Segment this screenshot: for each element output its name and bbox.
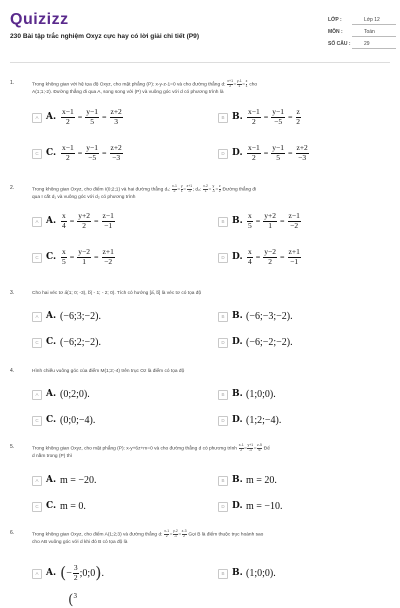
option-equation: $\frac{x}{4}$ = $\frac{y+2}{2}$ = $\frac{z-1}{-1}$ (62, 211, 114, 230)
option-b[interactable] (218, 563, 388, 583)
option-label: D. (232, 337, 243, 347)
header-divider (10, 62, 390, 63)
option-box[interactable]: A (32, 113, 42, 123)
option-box[interactable]: D (218, 253, 228, 263)
option-label: B. (232, 311, 243, 321)
option-label: A. (46, 112, 57, 122)
document-title: 230 Bài tập trắc nghiệm Oxyz cực hay có lời giải chi tiết (P9) (10, 33, 200, 40)
option-a[interactable] (32, 470, 202, 490)
option-equation: $\frac{x}{5}$ = $\frac{y-2}{1}$ = $\frac{z+1}{-2}$ (62, 247, 114, 266)
option-value: (1;0;0). (246, 567, 276, 579)
meta-subject (326, 26, 396, 38)
meta-subject-value: Toán (364, 29, 375, 35)
option-box[interactable]: D (218, 338, 228, 348)
option-value: m = −10. (246, 500, 283, 512)
question-number: 3. (10, 290, 15, 296)
option-equation: ( − $\frac{3}{2}$ ;0;0 ) . (60, 563, 104, 582)
option-value: (−6;−3;−2). (246, 310, 293, 322)
meta-class-key: LỚP : (328, 17, 342, 23)
page-header (0, 0, 400, 70)
option-value: (0;0;−4). (60, 414, 96, 426)
option-c[interactable] (32, 496, 202, 516)
question-text: Hình chiếu vuông góc của điểm M(1;2;-4) trên trục Oz là điểm có tọa độ (32, 369, 185, 374)
option-c[interactable] (32, 143, 202, 163)
option-value: (1;2;−4). (246, 414, 282, 426)
equation-fraction: $\frac{x+1}{2}$ (227, 79, 234, 88)
option-box[interactable]: C (32, 502, 42, 512)
option-box[interactable]: A (32, 476, 42, 486)
option-box[interactable]: B (218, 390, 228, 400)
option-value: (1;0;0). (246, 388, 276, 400)
meta-class-value: Lớp 12 (364, 17, 380, 23)
question-number: 4. (10, 368, 15, 374)
option-label: C. (46, 148, 57, 158)
option-d[interactable] (218, 496, 388, 516)
option-label: A. (46, 475, 57, 485)
question-text: Cho hai véc tơ → a(1; 0; -3), → b( - 1; - 2; 0). Tích có hướng [→ a, → b] là véc tơ có tọa độ (32, 290, 384, 297)
question-2 (10, 185, 394, 275)
option-a[interactable] (32, 561, 202, 585)
option-label: D. (232, 415, 243, 425)
option-box[interactable]: B (218, 476, 228, 486)
option-c[interactable] (32, 332, 202, 352)
question-3 (10, 290, 394, 360)
option-label: C. (46, 252, 57, 262)
option-d[interactable] (218, 410, 388, 430)
option-box[interactable]: A (32, 312, 42, 322)
option-label: D. (232, 148, 243, 158)
question-text: Trong không gian Oxyz, cho mặt phẳng (P): x-y+6z+m=0 và cho đường thẳng d có phương trình $\frac{x-1}{2}$ = $\frac{y+1}{-1}$ = $\frac{z-5}{6}$ Để d nằm trong (P) thì (32, 443, 270, 459)
option-b[interactable] (218, 211, 388, 231)
option-value: (−6;2;−2). (60, 336, 101, 348)
option-label: B. (232, 112, 243, 122)
option-box[interactable]: A (32, 390, 42, 400)
option-box[interactable]: B (218, 312, 228, 322)
option-value: (−6;−2;−2). (246, 336, 293, 348)
option-b[interactable] (218, 470, 388, 490)
option-equation: $\frac{x-1}{2}$ = $\frac{y-1}{5}$ = $\frac{z+2}{-3}$ (248, 143, 308, 162)
question-number: 1. (10, 80, 15, 86)
option-label: A. (46, 568, 57, 578)
question-6 (10, 529, 394, 608)
option-box[interactable]: C (32, 253, 42, 263)
meta-count (326, 38, 396, 50)
option-label: B. (232, 216, 243, 226)
option-label: B. (232, 475, 243, 485)
option-a[interactable] (32, 107, 202, 127)
option-label: A. (46, 311, 57, 321)
meta-block (326, 14, 396, 50)
option-a[interactable] (32, 211, 202, 231)
meta-subject-key: MÔN : (328, 29, 343, 35)
option-label: C. (46, 501, 57, 511)
option-equation: $\frac{x}{5}$ = $\frac{y+2}{1}$ = $\frac{z-1}{-2}$ (248, 211, 300, 230)
question-text: Trong không gian Oxyz, cho điểm A(1;2;3) và đường thẳng d: $\frac{x-1}{2}$ = $\frac{y-2}{-1}$ = $\frac{z-3}{2}$ Gọi B là điểm thuộc trục hoành sao cho AB vuông góc với d khi đó B có tọa độ là (32, 529, 264, 545)
option-box[interactable]: B (218, 569, 228, 579)
option-box[interactable]: A (32, 569, 42, 579)
option-value: (−6;3;−2). (60, 310, 101, 322)
option-value: m = −20. (60, 474, 97, 486)
option-d[interactable] (218, 247, 388, 267)
option-label: B. (232, 389, 243, 399)
option-equation: $\frac{x-1}{2}$ = $\frac{y-1}{5}$ = $\frac{z+2}{3}$ (62, 107, 122, 126)
question-1 (10, 80, 394, 170)
question-text: Trong không gian với hệ tọa độ Oxyz, cho mặt phẳng (P): x-y-z-1=0 và cho đường thẳng d: $\frac{x+1}{2}$ = $\frac{y-1}{1}$ = $\frac{z}{1}$ cho A(1;1;-2). Đường thẳng đi qua A, song song với (P) và vuông góc với d có phương trình là (32, 79, 258, 95)
meta-count-value: 29 (364, 41, 370, 47)
question-text: Trong không gian Oxyz, cho điểm I(0;2;1) và hai đường thẳng d₁: $\frac{x-1}{2}$ = $\frac{y}{1}$ = $\frac{z+1}{-1}$ ; d₂: $\frac{x-2}{1}$ = $\frac{y}{-1}$ = $\frac{z}{2}$ Đường thẳng đi qua I cắt d₁ và vuông góc với d₂ có phương trình (32, 184, 257, 200)
option-a[interactable] (32, 384, 202, 404)
option-c[interactable] (32, 247, 202, 267)
partial-option-c: ($^3$ (68, 592, 77, 608)
option-box[interactable]: D (218, 416, 228, 426)
option-label: D. (232, 252, 243, 262)
option-equation: $\frac{x-1}{2}$ = $\frac{y-1}{-5}$ = $\frac{z}{2}$ (248, 107, 301, 126)
option-value: m = 0. (60, 500, 86, 512)
option-box[interactable]: B (218, 113, 228, 123)
option-equation: $\frac{x-1}{2}$ = $\frac{y-1}{-5}$ = $\frac{z+2}{-3}$ (62, 143, 122, 162)
option-b[interactable] (218, 306, 388, 326)
option-value: (0;2;0). (60, 388, 90, 400)
question-number: 2. (10, 185, 15, 191)
option-value: m = 20. (246, 474, 277, 486)
option-label: A. (46, 389, 57, 399)
option-b[interactable] (218, 107, 388, 127)
option-label: C. (46, 415, 57, 425)
option-a[interactable] (32, 306, 202, 326)
question-number: 5. (10, 444, 15, 450)
meta-class (326, 14, 396, 26)
option-box[interactable]: B (218, 217, 228, 227)
option-label: B. (232, 568, 243, 578)
question-5 (10, 444, 394, 520)
option-c[interactable] (32, 410, 202, 430)
meta-count-key: SỐ CÂU : (328, 41, 351, 47)
quizizz-logo: Quizizz (10, 11, 69, 28)
option-box[interactable]: C (32, 338, 42, 348)
option-d[interactable] (218, 332, 388, 352)
option-equation: $\frac{x}{4}$ = $\frac{y-2}{2}$ = $\frac{z+1}{-1}$ (248, 247, 300, 266)
option-label: A. (46, 216, 57, 226)
option-box[interactable]: C (32, 149, 42, 159)
option-box[interactable]: A (32, 217, 42, 227)
option-box[interactable]: D (218, 149, 228, 159)
option-label: C. (46, 337, 57, 347)
option-d[interactable] (218, 143, 388, 163)
question-4 (10, 368, 394, 438)
question-number: 6. (10, 530, 15, 536)
option-box[interactable]: D (218, 502, 228, 512)
option-b[interactable] (218, 384, 388, 404)
option-box[interactable]: C (32, 416, 42, 426)
option-label: D. (232, 501, 243, 511)
